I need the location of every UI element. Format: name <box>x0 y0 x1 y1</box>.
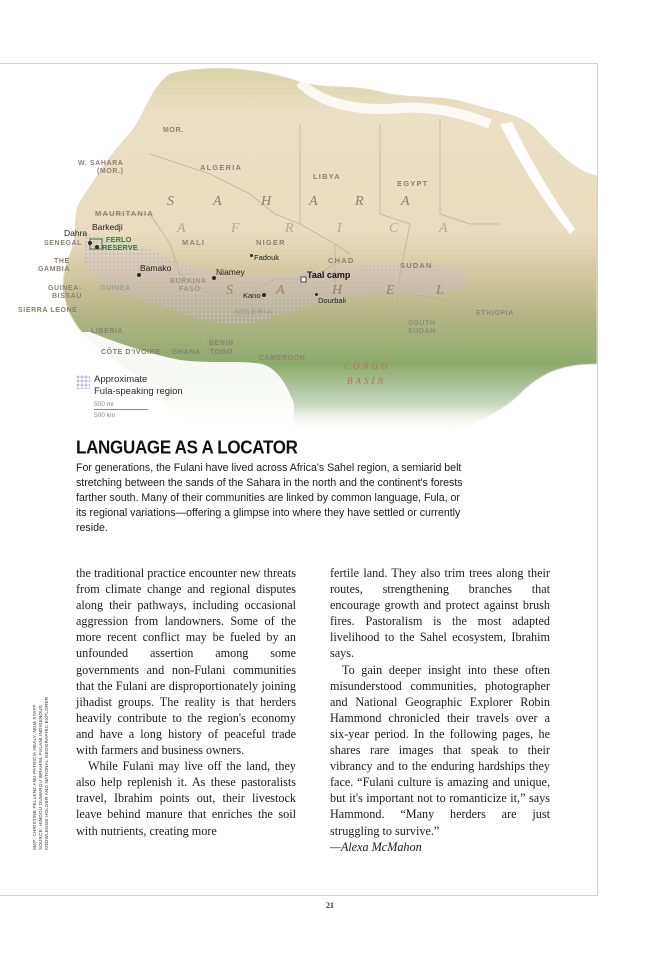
map-legend <box>94 374 183 398</box>
label-ghana: GHANA <box>172 349 201 356</box>
sahara-letter-3: H <box>261 194 272 209</box>
label-kano: Kano <box>243 291 261 300</box>
niamey-dot <box>212 276 216 280</box>
credit-line-2: SOURCE: HINDOU OUMAROU IBRAHIM, FULANI INDIGENOUS <box>38 704 44 850</box>
label-south-sudan-1: SOUTH <box>408 320 436 327</box>
africa-letter-2: F <box>231 221 240 236</box>
sahel-letter-5: L <box>436 283 444 298</box>
label-ferlo-reserve-2: RESERVE <box>102 243 138 252</box>
label-mali: MALI <box>182 238 206 247</box>
label-bamako: Bamako <box>140 263 172 273</box>
sahel-letter-2: A <box>276 283 285 298</box>
sahara-letter-4: A <box>309 194 318 209</box>
legend-swatch-fula-region <box>76 375 90 389</box>
map-caption: For generations, the Fulani have lived across Africa's Sahel region, a semiarid belt stretching between the sands of the Sahara in the north and the continent's forests farther south. Many of their communities are linked by common language, Fula, or its regional variations—offering a glimpse into where they have settled or currently reside. <box>76 462 463 534</box>
col1-paragraph-2: While Fulani may live off the land, they also help replenish it. As these pastoralists travel, Ibrahim points out, their livestock leave behind manure that enriches the soil with nutrients, creating more <box>76 759 296 838</box>
scale-bar <box>94 409 148 410</box>
label-egypt: EGYPT <box>397 179 429 188</box>
label-algeria: ALGERIA <box>200 163 243 172</box>
scale-miles: 500 mi <box>94 401 114 408</box>
label-guinea-bissau-1: GUINEA- <box>48 285 82 292</box>
label-niamey: Niamey <box>216 267 245 277</box>
label-sudan: SUDAN <box>400 261 433 270</box>
sahel-letter-3: H <box>332 283 343 298</box>
congo-basin-line-1: CONGO <box>344 361 391 371</box>
congo-basin-line-2: BASIN <box>347 376 387 386</box>
label-guinea: GUINEA <box>100 285 131 292</box>
africa-letter-4: I <box>337 221 342 236</box>
label-south-sudan-2: SUDAN <box>408 328 436 335</box>
label-togo: TOGO <box>210 349 233 356</box>
sahara-letter-6: A <box>401 194 410 209</box>
col1-paragraph-1: the traditional practice encounter new threats from climate change and regional disputes along their pathways, including occasional aggression from landowners. Some of the more recent conflict may be fueled by an unfounded assertion among some governments and non-Fulani communities that the Fulani are disproportionately joining jihadist groups. The reality is that herders heavily contribute to the region's economy and have a long history of peaceful trade with farmers and business owners. <box>76 566 296 758</box>
africa-letter-3: R <box>285 221 294 236</box>
col2-paragraph-1: fertile land. They also trim trees along their routes, strengthening branches that encourage growth and protect against brush fires. Pastoralism is the most adapted livelihood to the Sahel ecosystem, Ibrahim says. <box>330 566 550 661</box>
label-dahra: Dahra <box>64 228 88 238</box>
label-guinea-bissau-2: BISSAU <box>52 293 83 300</box>
sahara-letter-1: S <box>167 194 174 209</box>
label-the-gambia-2: GAMBIA <box>38 266 70 273</box>
label-libya: LIBYA <box>313 172 341 181</box>
africa-letter-5: C <box>389 221 399 236</box>
label-barkedji: Barkedji <box>92 222 123 232</box>
label-the-gambia-1: THE <box>54 258 70 265</box>
label-fadouk: Fadouk <box>254 253 280 262</box>
label-burkina-faso-1: BURKINA <box>170 278 207 285</box>
label-burkina-faso-2: FASO <box>179 286 201 293</box>
col2-paragraph-2: To gain deeper insight into these often misunderstood communities, photographer and National Geographic Explorer Robin Hammond chronicled their travels over a six-year period. In the following pages, he shares rare images that speak to their vibrancy and to the enduring hardships they face. “Fulani culture is amazing and unique, but it's important not to romanticize it,” says Hammond. “Many herders are just struggling to survive.” <box>330 662 550 838</box>
label-dourbali: Dourbali <box>318 296 346 305</box>
dahra-dot <box>88 241 92 245</box>
barkedji-dot <box>95 245 99 249</box>
label-niger: NIGER <box>256 238 286 247</box>
label-benin: BENIN <box>209 340 234 347</box>
scale-km: 500 km <box>94 412 116 419</box>
label-chad: CHAD <box>328 256 355 265</box>
taal-camp-marker <box>301 277 306 282</box>
credit-line-1: MAP: CHRISTINE FELLENZ AND PATRICIA HEALY, NGM STAFF <box>32 704 37 850</box>
label-ethiopia: ETHIOPIA <box>476 310 514 317</box>
page-frame-bottom <box>0 895 598 896</box>
label-western-sahara: W. SAHARA <box>78 160 124 167</box>
label-mauritania: MAURITANIA <box>95 209 154 218</box>
page-number: 21 <box>326 901 334 910</box>
label-cameroon: CAMEROON <box>259 355 306 362</box>
label-morocco: MOR. <box>163 127 184 134</box>
label-western-sahara-note: (MOR.) <box>97 168 124 175</box>
page-frame-right <box>597 63 598 896</box>
legend-line-1: Approximate <box>94 374 148 385</box>
sahara-letter-2: A <box>213 194 222 209</box>
label-taal-camp: Taal camp <box>307 270 351 280</box>
author-signature: —Alexa McMahon <box>330 839 422 854</box>
map-scale <box>94 400 115 420</box>
legend-line-2: Fula-speaking region <box>94 386 183 397</box>
map-headline: LANGUAGE AS A LOCATOR <box>76 437 298 458</box>
label-sierra-leone: SIERRA LEONE <box>18 307 78 314</box>
map-credit <box>32 650 51 850</box>
body-column-1 <box>76 565 296 839</box>
label-ferlo-reserve-1: FERLO <box>106 235 132 244</box>
sahara-letter-5: R <box>355 194 364 209</box>
africa-letter-1: A <box>177 221 186 236</box>
sahel-letter-1: S <box>226 283 233 298</box>
body-column-2 <box>330 565 550 855</box>
fadouk-dot <box>250 254 253 257</box>
label-cote-divoire: CÔTE D'IVOIRE <box>101 349 161 356</box>
bamako-dot <box>137 273 141 277</box>
dourbali-dot <box>315 293 318 296</box>
label-nigeria: NIGERIA <box>234 307 274 316</box>
label-senegal: SENEGAL <box>44 240 83 247</box>
credit-line-3: KNOWLEDGE HOLDER AND NATIONAL GEOGRAPHIC EXPLORER <box>44 696 50 850</box>
label-liberia: LIBERIA <box>91 328 124 335</box>
sahel-letter-4: E <box>386 283 395 298</box>
kano-dot <box>262 293 266 297</box>
africa-letter-6: A <box>439 221 448 236</box>
